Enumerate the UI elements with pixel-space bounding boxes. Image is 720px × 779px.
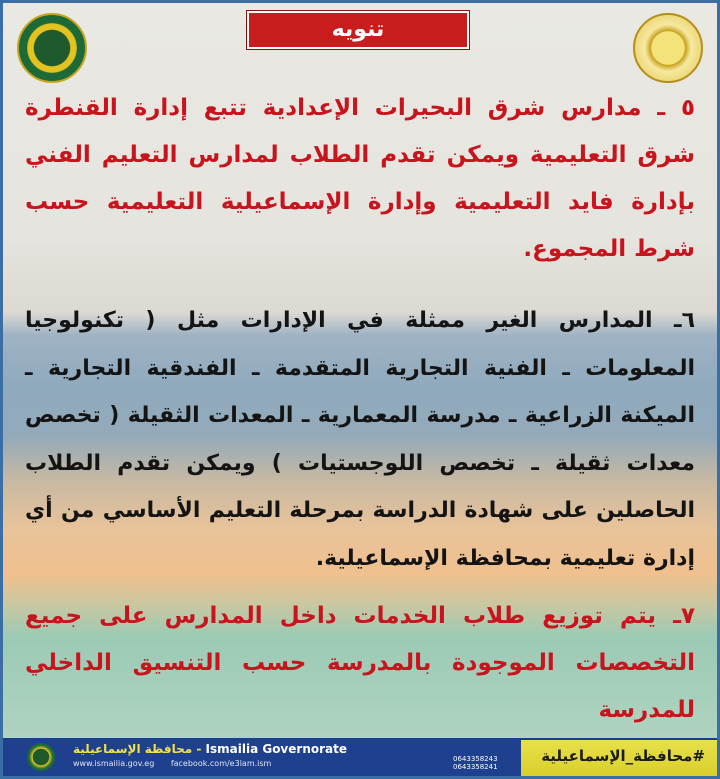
facebook-link[interactable]: facebook.com/e3lam.ism	[170, 759, 272, 768]
page-title: تنويه	[247, 11, 469, 49]
paragraph-5: ٥ ـ مدارس شرق البحيرات الإعدادية تتبع إدارة القنطرة شرق التعليمية ويمكن تقدم الطلاب لمدارس التعليم الفني بإدارة فايد التعليمية وإدارة الإسماعيلية التعليمية حسب شرط المجموع.	[25, 95, 695, 262]
footer-phones	[453, 755, 498, 771]
website-link[interactable]: www.ismailia.gov.eg	[73, 759, 155, 768]
footer-hashtag: #محافظة_الإسماعيلية	[541, 747, 705, 765]
footer-info-panel	[3, 740, 521, 776]
footer-bar	[3, 738, 717, 776]
phone-1: 0643358243	[453, 755, 498, 763]
phone-2: 0643358241	[453, 763, 498, 771]
paragraph-7: ٧ـ يتم توزيع طلاب الخدمات داخل المدارس على جميع التخصصات الموجودة بالمدرسة حسب التنسيق الداخلي للمدرسة	[25, 603, 695, 723]
technical-education-logo-icon	[633, 13, 703, 83]
footer-governorate-name	[73, 742, 347, 756]
footer-logo-icon	[27, 743, 55, 771]
paragraph-6: ٦ـ المدارس الغير ممثلة في الإدارات مثل ( تكنولوجيا المعلومات ـ الفنية التجارية المتقدمة ـ الفندقية التجارية ـ الميكنة الزراعية ـ مدرسة المعمارية ـ المعدات الثقيلة ( تخصص معدات ثقيلة ـ تخصص اللوجستيات ) ويمكن تقدم الطلاب الحاصلين على شهادة الدراسة بمرحلة التعليم الأساسي من أي إدارة تعليمية بمحافظة الإسماعيلية.	[25, 308, 695, 571]
footer-links	[73, 759, 285, 768]
footer-gov-ar: محافظة الإسماعيلية -	[73, 742, 202, 756]
governorate-logo-icon	[17, 13, 87, 83]
footer-gov-en: Ismailia Governorate	[205, 742, 347, 756]
